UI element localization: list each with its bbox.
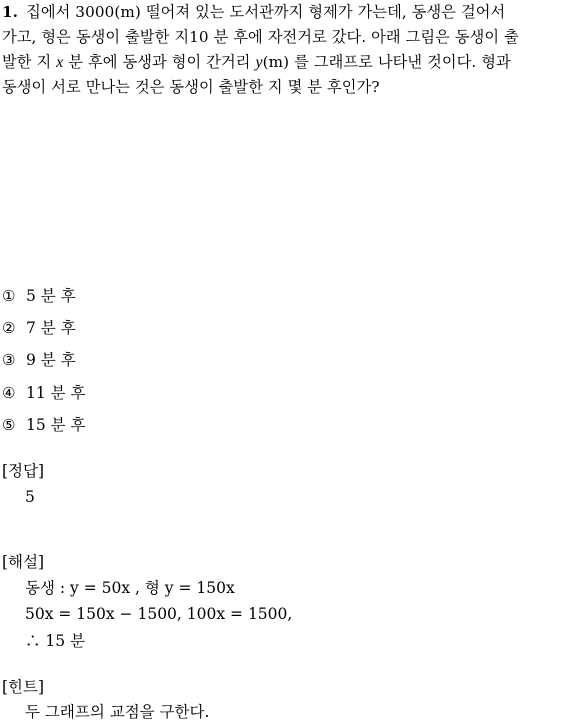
explanation-line-1: 동생 : y = 50x , 형 y = 150x: [25, 579, 235, 597]
choice-5-mark: ⑤: [2, 416, 16, 434]
question-line-4: 동생이 서로 만나는 것은 동생이 출발한 지 몇 분 후인가?: [2, 78, 380, 96]
choice-1[interactable]: [2, 285, 76, 307]
choice-4[interactable]: [2, 382, 86, 404]
answer-label: [정답]: [2, 462, 45, 480]
explanation-line-3: ∴ 15 분: [25, 632, 86, 650]
graph-area-blank: [0, 100, 574, 280]
hint-label: [힌트]: [2, 678, 45, 696]
choice-5[interactable]: [2, 414, 86, 436]
choice-3-text: 9 분 후: [26, 351, 76, 369]
variable-x: x: [56, 54, 64, 71]
question-line-3: 발한 지 x 분 후에 동생과 형이 간거리 y(m) 를 그래프로 나타낸 것이다. 형과: [2, 53, 511, 71]
variable-y: y: [255, 54, 263, 71]
question-number: 1.: [2, 3, 19, 21]
answer-value: 5: [25, 488, 35, 506]
choice-5-text: 15 분 후: [26, 416, 86, 434]
choice-3-mark: ③: [2, 351, 16, 369]
choice-1-mark: ①: [2, 287, 16, 305]
choice-2-mark: ②: [2, 319, 16, 337]
choice-1-text: 5 분 후: [26, 287, 76, 305]
question-line-1: 1. 집에서 3000(m) 떨어져 있는 도서관까지 형제가 가는데, 동생은 걸어서: [2, 3, 506, 21]
explanation-line-2: 50x = 150x − 1500, 100x = 1500,: [25, 605, 293, 623]
choice-2-text: 7 분 후: [26, 319, 76, 337]
explanation-label: [해설]: [2, 553, 45, 571]
choice-4-mark: ④: [2, 384, 16, 402]
hint-text: 두 그래프의 교점을 구한다.: [25, 703, 210, 721]
choice-3[interactable]: [2, 349, 76, 371]
question-line-2: 가고, 형은 동생이 출발한 지10 분 후에 자전거로 갔다. 아래 그림은 동생이 출: [2, 28, 519, 46]
choice-2[interactable]: [2, 317, 76, 339]
choice-4-text: 11 분 후: [26, 384, 86, 402]
question-text: [2, 0, 572, 100]
